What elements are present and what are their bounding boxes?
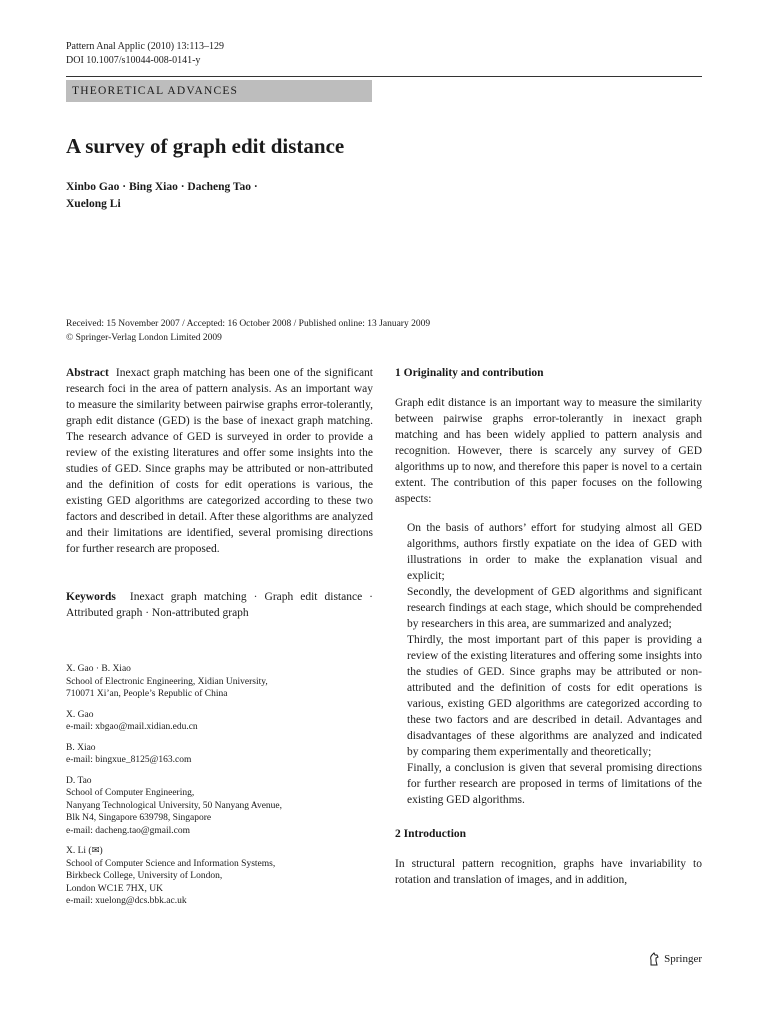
affiliation-line: London WC1E 7HX, UK — [66, 883, 163, 894]
list-item: Finally, a conclusion is given that several promising directions for further research are proposed in terms of limitations of the existing GED algorithms. — [407, 762, 702, 806]
affiliation-line: School of Electronic Engineering, Xidian University, — [66, 676, 268, 687]
author-list — [66, 179, 386, 213]
list-item: Thirdly, the most important part of this paper is providing a review of the existing literatures and offering some insights into the studies of GED. Since graphs may be attributed or non-attributed and the definition of costs for edit operations is various, existing GED algorithms are categorized according to these two factors and are described in detail. Advantages and disadvantages of these algorithms are analyzed and indicated by comparing them experimentally and theoretically; — [407, 634, 702, 758]
affiliation-block — [66, 663, 373, 701]
affiliation-line: D. Tao — [66, 775, 92, 786]
section-2-heading: 2 Introduction — [395, 828, 467, 840]
affiliation-line: Nanyang Technological University, 50 Nanyang Avenue, — [66, 800, 283, 811]
abstract-text: Inexact graph matching has been one of the significant research foci in the area of pattern analysis. As an important way to measure the similarity between pairwise graphs error-tolerantly, graph edit distance (GED) is the base of inexact graph matching. The research advance of GED is surveyed in order to provide a review of the existing literatures and offer some insights into the studies of GED. Since graphs may be attributed or non-attributed and the definition of costs for edit operations is various, the existing GED algorithms are categorized according to these two factors and described in detail. After these algorithms are analyzed and their limitations are identified, several promising directions for further research are proposed. — [66, 367, 374, 555]
affiliation-line: e-mail: bingxue_8125@163.com — [66, 755, 192, 765]
affiliation-block — [66, 845, 373, 908]
list-item: On the basis of authors’ effort for studying almost all GED algorithms, authors firstly expatiate on the idea of GED with illustrations in order to make the explanation visual and explicit; — [407, 522, 702, 582]
affiliation-block — [66, 742, 373, 767]
header-rule — [66, 76, 702, 77]
dates-line: Received: 15 November 2007 / Accepted: 16 October 2008 / Published online: 13 January 2009 — [66, 319, 431, 329]
affiliation-line: X. Gao · B. Xiao — [66, 664, 131, 674]
abstract-label: Abstract — [66, 367, 109, 379]
keywords-label: Keywords — [66, 591, 116, 603]
journal-citation: Pattern Anal Applic (2010) 13:113–129 — [66, 41, 224, 52]
affiliation-line: Blk N4, Singapore 639798, Singapore — [66, 813, 212, 823]
affiliation-line: School of Computer Engineering, — [66, 788, 195, 798]
copyright-line: © Springer-Verlag London Limited 2009 — [66, 333, 222, 343]
abstract — [66, 365, 373, 557]
affiliation-line: School of Computer Science and Information Systems, — [66, 858, 276, 869]
springer-horse-icon — [648, 952, 660, 966]
section-label: THEORETICAL ADVANCES — [66, 80, 372, 102]
affiliation-block — [66, 775, 373, 838]
publication-dates — [66, 317, 706, 345]
doi[interactable]: DOI 10.1007/s10044-008-0141-y — [66, 55, 201, 66]
authors-line-1: Xinbo Gao · Bing Xiao · Dacheng Tao · — [66, 181, 258, 193]
authors-line-2: Xuelong Li — [66, 198, 121, 210]
affiliation-line: e-mail: xuelong@dcs.bbk.ac.uk — [66, 896, 187, 906]
affiliation-block — [66, 709, 373, 734]
keywords — [66, 589, 373, 621]
publisher-logo — [648, 952, 702, 966]
affiliation-line: B. Xiao — [66, 742, 96, 753]
right-column — [395, 365, 702, 888]
affiliations — [66, 663, 373, 916]
affiliation-line: e-mail: dacheng.tao@gmail.com — [66, 825, 191, 836]
keywords-text: Inexact graph matching · Graph edit distance · Attributed graph · Non-attributed graph — [66, 591, 374, 619]
affiliation-line: Birkbeck College, University of London, — [66, 871, 223, 881]
list-item: Secondly, the development of GED algorithms and significant research findings at each stage, which should be comprehended by researchers in this area, are summarized and analyzed; — [407, 586, 702, 630]
section-2-text: In structural pattern recognition, graphs have invariability to rotation and translation of images, and in addition, — [395, 858, 702, 886]
paper-title: A survey of graph edit distance — [66, 134, 345, 158]
affiliation-line: e-mail: xbgao@mail.xidian.edu.cn — [66, 722, 198, 732]
affiliation-line: X. Gao — [66, 709, 94, 720]
publisher-name: Springer — [664, 953, 702, 965]
section-1-intro: Graph edit distance is an important way to measure the similarity between pairwise graphs error-tolerantly in inexact graph matching and has been widely applied to pattern analysis and recognition. However, there is scarcely any survey of GED algorithms up to now, and therefore this paper is novel to a certain extent. The contribution of this paper focuses on the following aspects: — [395, 397, 702, 505]
affiliation-line: 710071 Xi’an, People’s Republic of China — [66, 689, 228, 699]
section-1-heading: 1 Originality and contribution — [395, 367, 544, 379]
contribution-list — [407, 520, 702, 808]
affiliation-line: X. Li (✉) — [66, 846, 103, 856]
journal-header — [66, 40, 224, 68]
